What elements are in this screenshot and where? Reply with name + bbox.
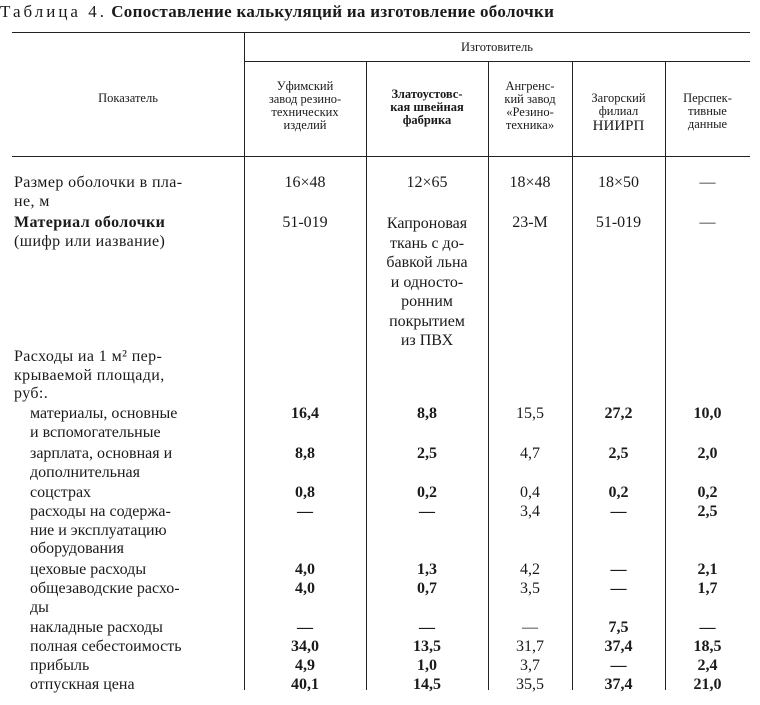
table-cell: [488, 445, 572, 463]
table-cell: [665, 484, 750, 502]
row-label-line: дополнительная: [30, 463, 140, 481]
table-cell: [572, 638, 665, 656]
header-line: Загорский: [591, 91, 646, 105]
table-cell: [244, 503, 366, 521]
cell-line: 2,5: [608, 445, 629, 462]
table-cell: [366, 657, 488, 675]
cell-line: 4,0: [295, 580, 315, 597]
table-cell: [572, 580, 665, 598]
table-top-rule: [12, 32, 750, 33]
cell-line: 3,7: [520, 657, 540, 674]
indicator-header: Показатель: [98, 91, 158, 105]
table-cell: [366, 561, 488, 579]
table-cell: [244, 580, 366, 598]
table-cell: [572, 405, 665, 423]
row-label: [30, 561, 230, 580]
table-cell: [366, 638, 488, 656]
header-line: Ангренс-: [505, 79, 555, 93]
cell-line: 15,5: [516, 405, 544, 422]
table-cell: [572, 174, 665, 192]
row-label: [30, 580, 230, 617]
cell-line: 7,5: [608, 619, 629, 636]
row-label-line: руб:.: [14, 385, 49, 403]
cell-line: 2,5: [697, 503, 718, 520]
table-cell: [665, 580, 750, 598]
row-label-line: цеховые расходы: [30, 561, 147, 578]
row-label: [14, 214, 230, 251]
table-cell: [366, 676, 488, 694]
table-cell: [665, 405, 750, 423]
cell-line: 18×48: [509, 174, 551, 191]
table-title: [0, 2, 760, 22]
table-cell: [366, 174, 488, 192]
table-cell: [572, 561, 665, 579]
row-label-line: полная себестоимость: [30, 638, 182, 655]
cell-line: 35,5: [516, 676, 544, 693]
cell-line: 2,5: [417, 445, 437, 462]
table-cell: [572, 503, 665, 521]
table-cell: [665, 676, 750, 694]
cell-line: из ПВХ: [400, 332, 454, 349]
cell-line: 0,2: [417, 484, 437, 501]
table-cell: [488, 214, 572, 232]
cell-line: 8,8: [295, 445, 315, 462]
row-label: [30, 484, 230, 503]
cell-line: 31,7: [516, 638, 544, 655]
table-cell: [572, 676, 665, 694]
table-cell: [488, 174, 572, 192]
header-line: Перспек-: [683, 91, 732, 105]
cell-line: 10,0: [693, 405, 722, 422]
row-label-line: зарплата, основная и: [30, 445, 173, 462]
table-cell: [665, 619, 750, 637]
cell-line: 2,0: [697, 445, 718, 462]
table-cell: [244, 445, 366, 463]
table-cell: [244, 405, 366, 423]
table-cell: [244, 638, 366, 656]
cell-line: 0,2: [608, 484, 629, 501]
table-number: Таблица 4.: [0, 2, 107, 21]
maker-rule: [244, 61, 750, 62]
cell-line: 14,5: [413, 676, 441, 693]
table-cell: [244, 174, 366, 192]
header-line: Златоустовс-: [391, 87, 463, 101]
row-label-line: прибыль: [30, 657, 90, 674]
row-label-line: крываемой площади,: [14, 366, 165, 384]
cell-line: 18×50: [597, 174, 640, 191]
row-label: [30, 676, 230, 695]
cell-line: 40,1: [291, 676, 319, 693]
cell-line: 21,0: [693, 676, 722, 693]
cell-line: —: [610, 657, 627, 674]
header-line: техника»: [505, 118, 555, 132]
cell-line: —: [297, 619, 313, 636]
table-cell: [665, 214, 750, 232]
cell-line: 4,7: [520, 445, 540, 462]
header-col-zlatoust: [366, 88, 488, 127]
cell-line: 37,4: [604, 676, 633, 693]
row-label-line: и вспомогательные: [30, 423, 161, 441]
cell-line: 2,4: [697, 657, 718, 674]
table-cell: [366, 405, 488, 423]
cell-line: 8,8: [417, 405, 437, 422]
table-cell: [488, 657, 572, 675]
table-cell: [665, 657, 750, 675]
row-label-line: расходы на содержа-: [30, 503, 171, 520]
table-cell: [366, 484, 488, 502]
header-line: кий завод: [504, 92, 556, 106]
cell-line: Капроновая: [386, 215, 468, 232]
cell-line: 23-М: [512, 214, 548, 231]
cell-line: 34,0: [291, 638, 319, 655]
cell-line: 16×48: [284, 174, 326, 191]
header-line: Уфимский: [276, 79, 334, 93]
header-line: кая швейная: [390, 100, 464, 114]
cell-line: 18,5: [693, 638, 722, 655]
table-cell: [572, 214, 665, 232]
cell-line: и односто-: [390, 273, 464, 291]
row-label: [30, 445, 230, 482]
table-cell: [244, 619, 366, 637]
cell-line: —: [610, 561, 627, 578]
cell-line: —: [610, 503, 627, 520]
table-cell: [366, 503, 488, 521]
cell-line: —: [699, 619, 716, 636]
cell-line: 0,8: [295, 484, 315, 501]
cell-line: —: [522, 619, 538, 636]
header-col-angren: [488, 80, 572, 132]
table-cell: [572, 445, 665, 463]
cell-line: —: [699, 174, 716, 191]
table-cell: [244, 657, 366, 675]
cell-line: 1,0: [417, 657, 437, 674]
cell-line: 51-019: [282, 214, 328, 231]
row-label: [30, 638, 230, 657]
header-col-perspective: [665, 92, 750, 131]
cell-line: 13,5: [413, 638, 441, 655]
table-cell: [366, 580, 488, 598]
row-label-line: материалы, основные: [30, 405, 178, 422]
table-cell: [488, 561, 572, 579]
cell-line: 27,2: [604, 405, 633, 422]
cell-line: 2,1: [697, 561, 718, 578]
table-cell: [665, 445, 750, 463]
row-label-line: отпускная цена: [30, 676, 135, 693]
table-cell: [572, 657, 665, 675]
cell-line: —: [610, 580, 627, 597]
row-label: [30, 619, 230, 638]
row-label-line: накладные расходы: [30, 619, 163, 636]
cell-line: —: [297, 503, 313, 520]
maker-header: Изготовитель: [461, 40, 533, 54]
cell-line: 12×65: [406, 174, 448, 191]
cell-line: 1,3: [417, 561, 437, 578]
table-cell: [665, 561, 750, 579]
row-label: [30, 503, 230, 559]
row-label-line: Расходы иа 1 м² пер-: [14, 348, 163, 365]
header-line: «Резино-: [506, 105, 554, 119]
table-cell: [366, 445, 488, 463]
row-label: [30, 405, 230, 442]
table-cell: [665, 503, 750, 521]
table-cell: [572, 619, 665, 637]
cell-line: 4,0: [295, 561, 315, 578]
row-label-line: Материал оболочки: [14, 214, 166, 231]
cell-line: 3,4: [520, 503, 540, 520]
header-col-ufa: [244, 80, 366, 132]
row-label: [14, 174, 230, 211]
header-col-zagorsk: [572, 92, 665, 134]
cell-line: 0,2: [697, 484, 718, 501]
header-line: НИИРП: [592, 118, 645, 134]
table-cell: [244, 561, 366, 579]
table-cell: [366, 619, 488, 637]
table-caption: Сопоставление калькуляций иа изготовление оболочки: [111, 2, 555, 21]
header-line: фабрика: [402, 113, 452, 127]
cell-line: 0,4: [520, 484, 540, 501]
cell-line: —: [419, 503, 435, 520]
row-label-line: общезаводские расхо-: [30, 580, 180, 597]
header-line: тивные: [688, 104, 727, 118]
cell-line: 0,7: [417, 580, 437, 597]
cell-line: 4,2: [520, 561, 540, 578]
row-label-line: ние и эксплуатацию: [30, 521, 167, 539]
table-cell: [665, 638, 750, 656]
table-cell: [488, 676, 572, 694]
header-line: технических: [271, 105, 339, 119]
table-cell: [488, 580, 572, 598]
row-label-line: (шифр или иазвание): [14, 232, 166, 250]
row-label-line: соцстрах: [30, 484, 92, 501]
table-cell: [244, 214, 366, 232]
cell-line: 4,9: [295, 657, 315, 674]
cell-line: ткань с до-: [389, 234, 465, 252]
cell-line: 51-019: [595, 214, 642, 231]
table-cell: [244, 676, 366, 694]
header-line: завод резино-: [268, 92, 342, 106]
cell-line: 37,4: [604, 638, 633, 655]
row-label: [30, 657, 230, 676]
cell-line: —: [699, 214, 716, 231]
row-label-line: не, м: [14, 192, 50, 210]
cell-line: ронним: [401, 293, 453, 310]
cell-line: —: [419, 619, 435, 636]
table-cell: [244, 484, 366, 502]
table-cell: [488, 484, 572, 502]
header-line: филиал: [598, 104, 639, 118]
row-label-line: оборудования: [30, 540, 124, 558]
row-label-line: Размер оболочки в пла-: [14, 174, 183, 191]
header-line: изделий: [283, 118, 327, 132]
cell-line: 1,7: [697, 580, 718, 597]
cell-line: бавкой льна: [386, 254, 468, 271]
table-cell: [488, 405, 572, 423]
table-cell: [488, 619, 572, 637]
header-line: данные: [687, 117, 728, 131]
table-cell: [366, 214, 488, 351]
table-cell: [572, 484, 665, 502]
cell-line: покрытием: [389, 312, 465, 330]
table-cell: [665, 174, 750, 192]
cell-line: 3,5: [520, 580, 540, 597]
table-cell: [488, 503, 572, 521]
table-cell: [488, 638, 572, 656]
row-label: [14, 348, 230, 404]
cell-line: 16,4: [291, 405, 319, 422]
header-bottom-rule: [12, 156, 750, 157]
row-label-line: ды: [30, 598, 49, 616]
